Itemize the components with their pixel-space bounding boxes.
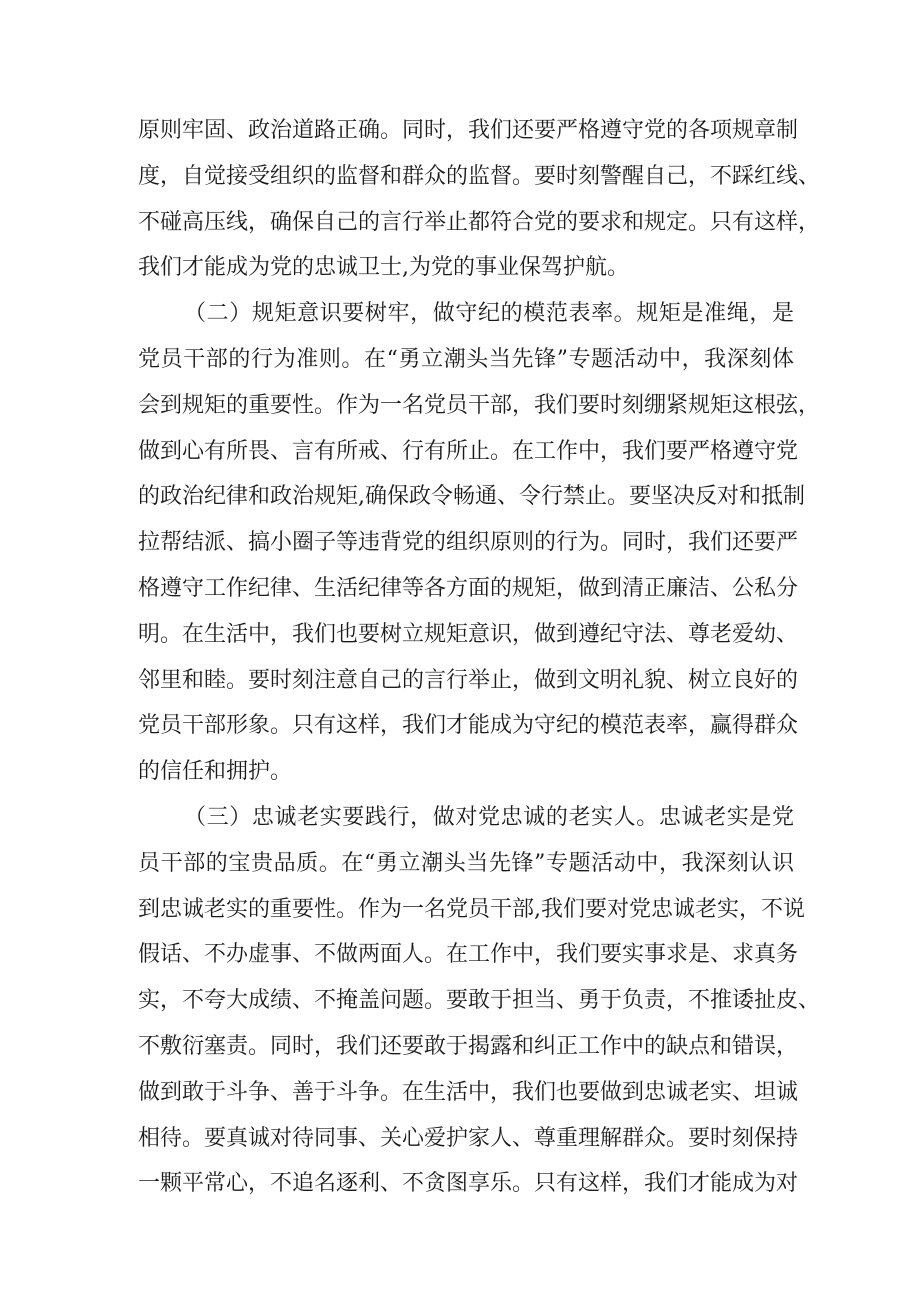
text-line: 做到心有所畏、言有所戒、行有所止。在工作中，我们要严格遵守党 bbox=[138, 438, 799, 464]
text-line: 我们才能成为党的忠诚卫士,为党的事业保驾护航。 bbox=[138, 255, 629, 281]
text-line: 到忠诚老实的重要性。作为一名党员干部,我们要对党忠诚老实，不说 bbox=[138, 896, 805, 922]
text-line: 邻里和睦。要时刻注意自己的言行举止，做到文明礼貌、树立良好的 bbox=[138, 667, 799, 693]
text-line: 度，自觉接受组织的监督和群众的监督。要时刻警醒自己，不踩红线、 bbox=[138, 163, 821, 189]
text-line: 党员干部的行为准则。在“勇立潮头当先锋”专题活动中，我深刻体 bbox=[138, 346, 794, 372]
text-line: 会到规矩的重要性。作为一名党员干部，我们要时刻绷紧规矩这根弦， bbox=[138, 392, 821, 418]
text-line: 假话、不办虚事、不做两面人。在工作中，我们要实事求是、求真务 bbox=[138, 942, 799, 968]
paragraph-1 bbox=[138, 108, 821, 291]
text-line: 相待。要真诚对待同事、关心爱护家人、尊重理解群众。要时刻保持 bbox=[138, 1125, 799, 1151]
text-line: 拉帮结派、搞小圈子等违背党的组织原则的行为。同时，我们还要严 bbox=[138, 530, 799, 556]
text-line: 员干部的宝贵品质。在“勇立潮头当先锋”专题活动中，我深刻认识 bbox=[138, 850, 794, 876]
paragraph-3 bbox=[138, 795, 821, 1207]
text-line: 的政治纪律和政治规矩,确保政令畅通、令行禁止。要坚决反对和抵制 bbox=[138, 484, 805, 510]
document-body bbox=[138, 108, 821, 1207]
text-line: 原则牢固、政治道路正确。同时，我们还要严格遵守党的各项规章制 bbox=[138, 118, 799, 143]
text-line: （三）忠诚老实要践行，做对党忠诚的老实人。忠诚老实是党 bbox=[184, 804, 794, 830]
text-line: 不敷衍塞责。同时，我们还要敢于揭露和纠正工作中的缺点和错误， bbox=[138, 1033, 799, 1059]
text-line: 做到敢于斗争、善于斗争。在生活中，我们也要做到忠诚老实、坦诚 bbox=[138, 1079, 799, 1105]
text-line: 明。在生活中，我们也要树立规矩意识，做到遵纪守法、尊老爱幼、 bbox=[138, 621, 799, 647]
paragraph-2 bbox=[138, 291, 821, 795]
text-line: 一颗平常心，不追名逐利、不贪图享乐。只有这样，我们才能成为对 bbox=[138, 1171, 799, 1197]
text-line: 的信任和拥护。 bbox=[138, 759, 293, 785]
text-line: 党员干部形象。只有这样，我们才能成为守纪的模范表率，赢得群众 bbox=[138, 713, 799, 739]
text-line: 格遵守工作纪律、生活纪律等各方面的规矩，做到清正廉洁、公私分 bbox=[138, 575, 799, 601]
text-line: （二）规矩意识要树牢，做守纪的模范表率。规矩是准绳，是 bbox=[184, 301, 794, 327]
text-line: 不碰高压线，确保自己的言行举止都符合党的要求和规定。只有这样， bbox=[138, 209, 821, 235]
text-line: 实，不夸大成绩、不掩盖问题。要敢于担当、勇于负责，不推诿扯皮、 bbox=[138, 988, 821, 1014]
